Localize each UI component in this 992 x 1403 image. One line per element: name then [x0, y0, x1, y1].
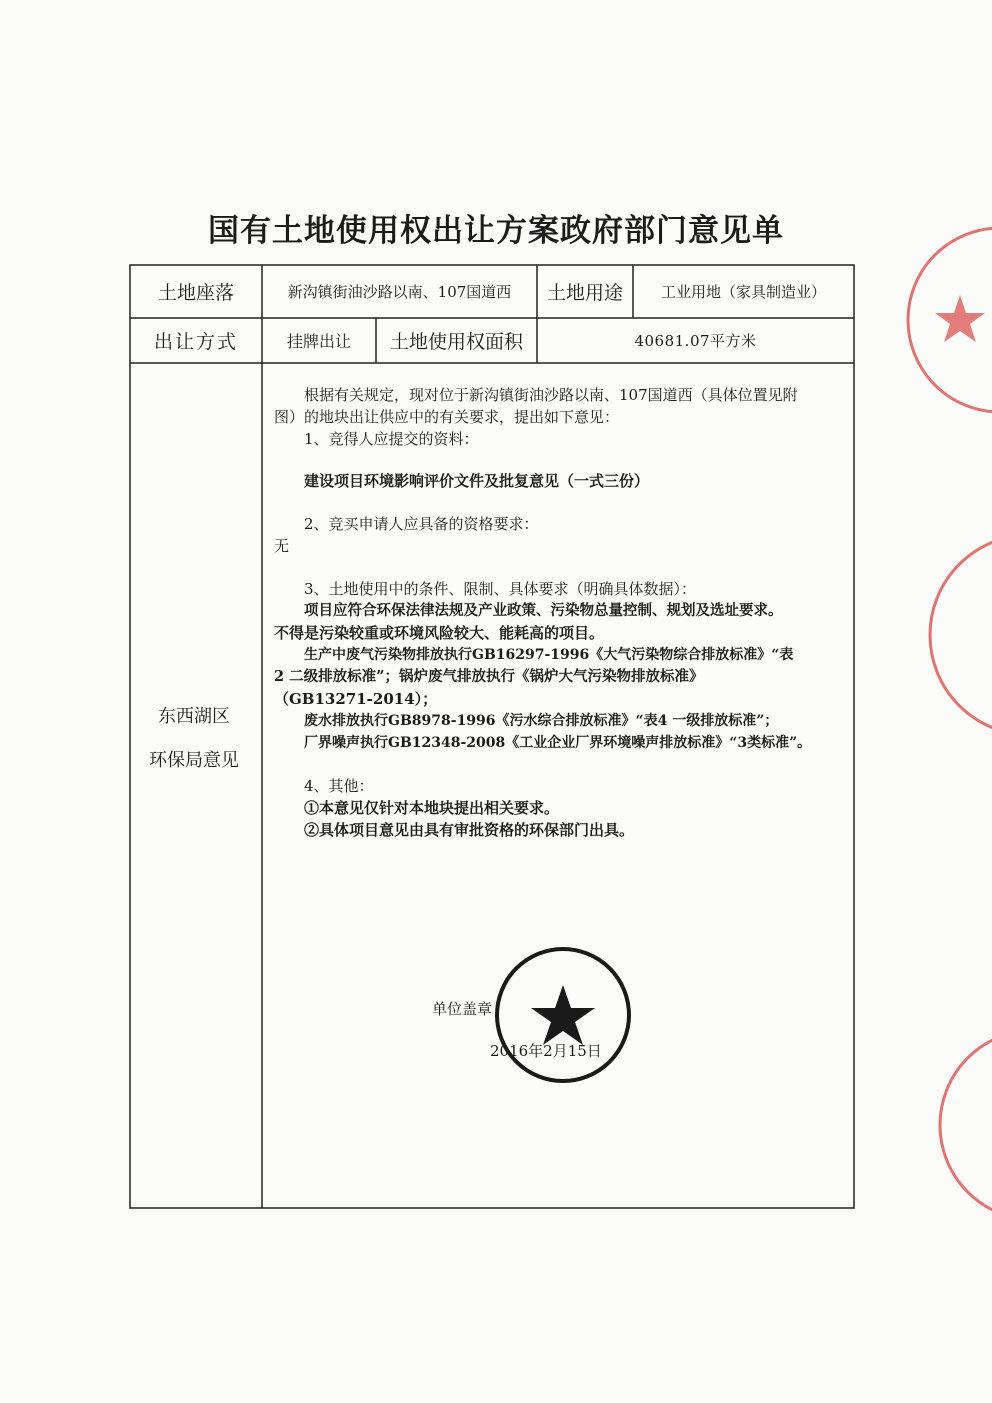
land-location-value: 新沟镇街油沙路以南、107国道西: [287, 283, 512, 301]
seal-label: 单位盖章: [432, 1000, 493, 1018]
section3-line5: （GB13271-2014）；: [274, 690, 438, 708]
red-stamp-bottom-right: [935, 1020, 992, 1230]
opinion-intro-line2: 图）的地块出让供应中的有关要求，提出如下意见：: [274, 408, 620, 426]
section1-item: 建设项目环境影响评价文件及批复意见（一式三份）: [304, 472, 650, 490]
section3-line3: 生产中废气污染物排放执行GB16297-1996《大气污染物综合排放标准》“表: [304, 647, 794, 663]
section4-line2: ②具体项目意见由具有审批资格的环保部门出具。: [304, 821, 635, 839]
section4-line1: ①本意见仅针对本地块提出相关要求。: [304, 799, 560, 817]
department-opinion-label: 环保局意见: [149, 750, 239, 771]
land-use-label: 土地用途: [546, 282, 623, 304]
land-use-value: 工业用地（家具制造业）: [660, 283, 826, 301]
section3-title: 3、土地使用中的条件、限制、具体要求（明确具体数据）：: [304, 580, 697, 598]
transfer-method-value: 挂牌出让: [286, 332, 351, 351]
section3-line2: 不得是污染较重或环境风险较大、能耗高的项目。: [274, 624, 605, 642]
red-stamp-top-right: [900, 215, 992, 425]
red-stamp-middle-right: [925, 525, 992, 745]
seal-date: 2016年2月15日: [490, 1042, 602, 1060]
section1-title: 1、竞得人应提交的资料：: [304, 430, 479, 448]
transfer-method-label: 出让方式: [153, 331, 238, 353]
section4-title: 4、其他：: [304, 777, 374, 795]
section3-line6: 废水排放执行GB8978-1996《污水综合排放标准》“表4 一级排放标准”；: [304, 713, 779, 729]
section2-title: 2、竞买申请人应具备的资格要求：: [304, 515, 539, 533]
land-area-label: 土地使用权面积: [389, 331, 523, 353]
land-location-label: 土地座落: [157, 282, 234, 304]
section3-line1: 项目应符合环保法律法规及产业政策、污染物总量控制、规划及选址要求。: [304, 602, 783, 619]
section3-line4: 2 二级排放标准”；锅炉废气排放执行《锅炉大气污染物排放标准》: [274, 668, 704, 685]
section2-item: 无: [274, 537, 290, 555]
opinion-intro-line1: 根据有关规定，现对位于新沟镇街油沙路以南、107国道西（具体位置见附: [304, 386, 798, 404]
document-title: 国有土地使用权出让方案政府部门意见单: [208, 213, 784, 249]
land-area-value: 40681.07平方米: [634, 332, 757, 350]
department-name: 东西湖区: [158, 706, 230, 727]
official-stamp: [478, 940, 648, 1090]
section3-line7: 厂界噪声执行GB12348-2008《工业企业厂界环境噪声排放标准》“3类标准”。: [304, 735, 812, 751]
